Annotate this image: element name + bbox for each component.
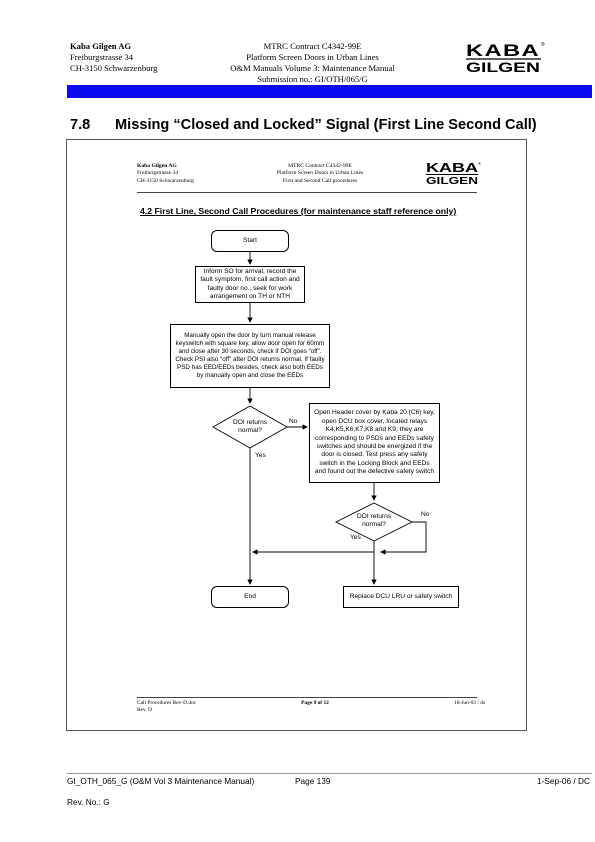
embedded-company-street: Freiburgstrasse 34	[137, 170, 179, 177]
embedded-doc-title: First and Second Call procedures	[282, 177, 358, 184]
flow-replace-dcu: Replace DCU LRU or safety switch	[343, 586, 459, 608]
project-name: Platform Screen Doors in Urban Lines	[246, 52, 379, 62]
embedded-footer-file: Call Procedures Rev-D.doc	[137, 700, 197, 706]
footer-revision: Rev. No.: G	[67, 797, 110, 807]
section-title: Missing “Closed and Locked” Signal (First Line Second Call)	[115, 117, 537, 133]
company-name: Kaba Gilgen AG	[70, 41, 132, 51]
embedded-footer-date: 18-Jun-03 / ds	[454, 700, 485, 706]
flow-decision1-no: No	[289, 418, 298, 425]
logo-bottom-text: GILGEN	[466, 59, 540, 74]
footer-page-number: Page 139	[295, 776, 331, 786]
embedded-contract: MTRC Contract C4342-99E	[288, 163, 352, 169]
flow-decision2-yes: Yes	[350, 534, 361, 541]
flow-open-header: Open Header cover by Kaba 20 (C6) key, open DCU box cover, located relays K4,K5,K6,K7,K8 and K9, they are corresponding to PSDs and EEDs safety switches and should be energized if the door is closed. Test press any safety switch in the Locking Block and EEDs and found out the defective safety switch	[309, 403, 440, 483]
footer-rule	[67, 773, 592, 774]
embedded-logo-top: KABA	[426, 161, 478, 175]
embedded-footer-page: Page 9 of 12	[301, 700, 329, 706]
flow-manual-open: Manually open the door by turn manual release keyswitch with square key, allow door open for 60mm and close after 30 seconds, check if DOI goes “off”. Check PSI also “off” after DOI returns normal. If faulty PSD has EED/EEDs besides, check also both EEDs by manually open and close the EEDs	[170, 324, 330, 388]
embedded-procedure-heading: 4.2 First Line, Second Call Procedures (for maintenance staff reference only)	[140, 206, 457, 216]
flow-decision2-text: DOI returns normal?	[356, 513, 392, 528]
contract-number: MTRC Contract C4342-99E	[263, 41, 362, 51]
embedded-footer-left	[137, 700, 196, 714]
embedded-project: Platform Screen Doors in Urban Lines	[276, 170, 364, 177]
flow-inform-so: Inform SO for arrival, record the fault symptom, first call action and faulty door no., seek for work arrangement on TH or NTH	[195, 266, 305, 303]
flow-end: End	[211, 586, 289, 608]
embedded-footer-rule	[137, 697, 477, 698]
flow-decision2-no: No	[421, 511, 430, 518]
embedded-footer-rev: Rev. D	[137, 707, 152, 713]
flow-decision1-text: DOI returns normal?	[232, 419, 268, 434]
footer-date: 1-Sep-06 / DC	[536, 776, 590, 786]
logo-top-text: KABA	[466, 41, 540, 60]
manual-name: O&M Manuals Volume 3: Maintenance Manual	[230, 63, 395, 73]
footer-doc-id: GI_OTH_065_G (O&M Vol 3 Maintenance Manual)	[67, 776, 255, 786]
company-street: Freiburgstrasse 34	[70, 52, 134, 62]
embedded-logo-bottom: GILGEN	[426, 176, 478, 186]
company-city: CH-3150 Schwarzenburg	[70, 63, 158, 73]
flow-start: Start	[211, 230, 289, 252]
section-number: 7.8	[70, 117, 91, 133]
svg-text:®: ®	[478, 161, 481, 166]
embedded-company-name: Kaba Gilgen AG	[137, 163, 177, 169]
svg-text:®: ®	[541, 42, 545, 48]
flow-decision1-yes: Yes	[255, 452, 266, 459]
submission-number: Submission no.: GI/OTH/065/G	[257, 74, 368, 84]
embedded-company-city: CH-3150 Schwarzenburg	[137, 177, 194, 184]
